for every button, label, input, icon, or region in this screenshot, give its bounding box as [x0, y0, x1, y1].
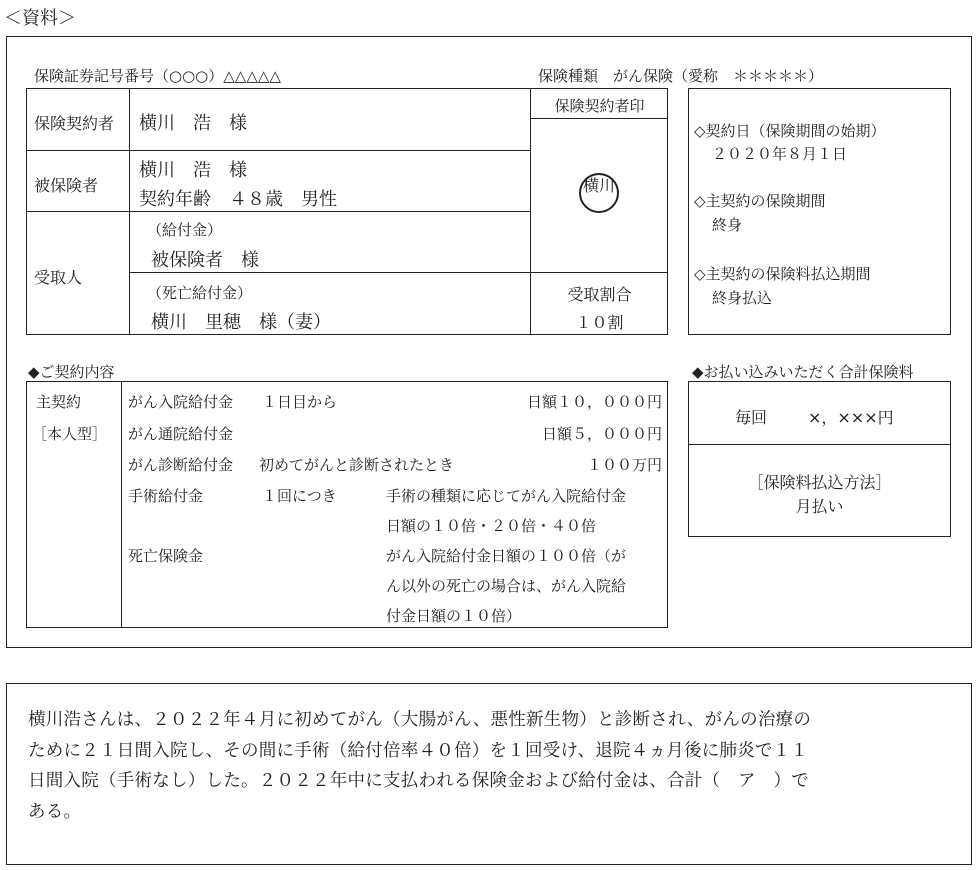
benefit-condition: 初めてがんと診断されたとき	[259, 456, 455, 474]
premium-section-title: ◆お払い込みいただく合計保険料	[692, 363, 914, 381]
policy-number: 保険証券記号番号（○○○）△△△△△	[34, 67, 281, 85]
premium-each-label: 毎回	[735, 408, 768, 427]
insured-age: 契約年齢 ４８歳 男性	[139, 189, 337, 210]
beneficiary-label: 受取人	[34, 268, 83, 287]
premium-period: 終身払込	[712, 289, 773, 307]
insured-label: 被保険者	[34, 176, 99, 195]
share-label: 受取割合	[567, 285, 632, 304]
contractor-label: 保険契約者	[34, 114, 115, 133]
main-contract-label: 主契約	[36, 393, 82, 411]
benefit-amount-line: 付金日額の１０倍）	[386, 607, 522, 625]
question-line: 日間入院（手術なし）した。２０２２年中に支払われる保険金および給付金は、合計（ ア ）で	[28, 771, 809, 791]
benefit-name: がん入院給付金	[128, 393, 234, 411]
benefit-caption: （給付金）	[147, 221, 223, 239]
seal-stamp: 横川	[579, 173, 619, 213]
benefit-name: 死亡保険金	[128, 547, 204, 565]
share-value: １０割	[575, 313, 624, 332]
contract-date: ２０２０年８月１日	[712, 145, 848, 163]
benefit-condition: １回につき	[262, 487, 337, 505]
document-title: ＜資料＞	[4, 8, 76, 29]
premium-period-label: ◇主契約の保険料払込期間	[694, 265, 871, 283]
contract-date-label: ◇契約日（保険期間の始期）	[694, 122, 886, 140]
benefit-name: がん通院給付金	[128, 425, 234, 443]
benefit-amount-line: 日額の１０倍・２０倍・４０倍	[386, 517, 597, 535]
policy-type: 保険種類 がん保険（愛称 ＊＊＊＊＊）	[538, 67, 824, 85]
benefit-amount: 日額１０，０００円	[526, 393, 662, 411]
benefit-condition: １日目から	[262, 393, 338, 411]
seal-label: 保険契約者印	[554, 97, 645, 115]
contractor-name: 横川 浩 様	[139, 113, 247, 134]
benefit-recipient: 被保険者 様	[151, 250, 259, 271]
question-line: 横川浩さんは、２０２２年４月に初めてがん（大腸がん、悪性新生物）と診断され、がんの治療の	[28, 710, 812, 730]
benefit-amount: 日額５，０００円	[541, 425, 662, 443]
question-text	[28, 705, 953, 827]
benefit-name: がん診断給付金	[128, 456, 234, 474]
premium-each-amount: ×，×××円	[808, 408, 894, 427]
insured-name: 横川 浩 様	[139, 160, 247, 181]
main-period: 終身	[712, 216, 743, 234]
benefit-amount-line: ん以外の死亡の場合は、がん入院給	[386, 577, 627, 595]
death-caption: （死亡給付金）	[147, 284, 253, 302]
benefit-amount: １００万円	[586, 456, 662, 474]
benefit-amount-line: 手術の種類に応じてがん入院給付金	[386, 487, 627, 505]
contract-section-title: ◆ご契約内容	[28, 363, 115, 381]
main-contract-type: ［本人型］	[32, 425, 108, 443]
payment-method-label: ［保険料払込方法］	[747, 473, 892, 492]
question-line: ために２１日間入院し、その間に手術（給付倍率４０倍）を１回受け、退院４ヵ月後に肺炎で１１	[28, 740, 809, 761]
payment-method-value: 月払い	[795, 497, 844, 516]
question-line: ある。	[28, 801, 82, 822]
benefit-name: 手術給付金	[128, 487, 204, 505]
main-period-label: ◇主契約の保険期間	[694, 192, 826, 210]
benefit-amount-line: がん入院給付金日額の１００倍（が	[386, 547, 627, 565]
death-recipient: 横川 里穂 様（妻）	[151, 312, 331, 333]
